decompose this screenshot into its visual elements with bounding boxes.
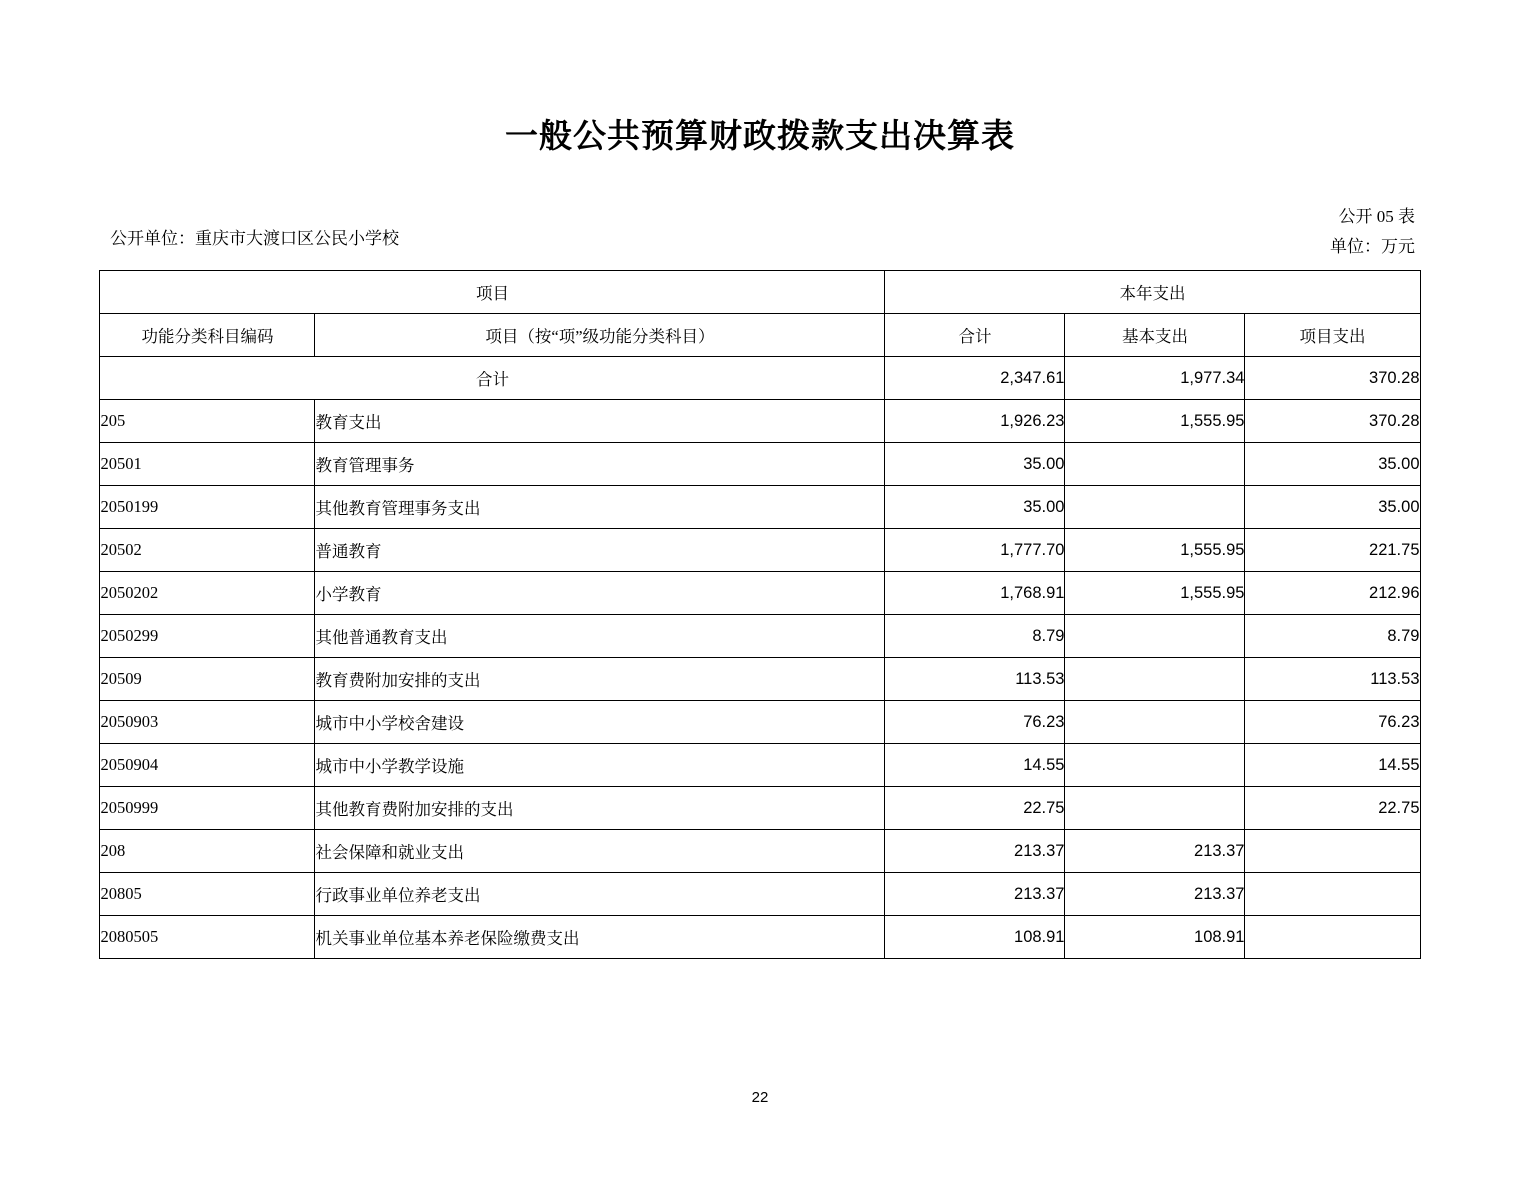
cell-total-amount: 35.00 [885,443,1065,486]
cell-total-amount: 8.79 [885,615,1065,658]
cell-project-amount: 370.28 [1245,357,1420,400]
form-number: 公开 05 表 [1338,207,1415,226]
cell-project-amount: 212.96 [1245,572,1420,615]
cell-project-amount: 35.00 [1245,443,1420,486]
cell-total-amount: 108.91 [885,916,1065,959]
cell-total-amount: 113.53 [885,658,1065,701]
cell-function-code: 2050299 [100,615,315,658]
cell-project-amount: 221.75 [1245,529,1420,572]
cell-item-name: 机关事业单位基本养老保险缴费支出 [315,916,885,959]
cell-total-amount: 1,777.70 [885,529,1065,572]
cell-basic-amount: 1,555.95 [1065,400,1245,443]
table-row [100,701,1420,744]
cell-project-amount: 35.00 [1245,486,1420,529]
cell-basic-amount [1065,744,1245,787]
cell-total-amount: 1,926.23 [885,400,1065,443]
table-row [100,357,1420,400]
cell-basic-amount: 1,555.95 [1065,529,1245,572]
cell-project-amount: 370.28 [1245,400,1420,443]
cell-item-name: 其他教育费附加安排的支出 [315,787,885,830]
table-row [100,658,1420,701]
cell-basic-amount: 108.91 [1065,916,1245,959]
table-row [100,572,1420,615]
cell-basic-amount [1065,615,1245,658]
cell-item-name: 其他教育管理事务支出 [315,486,885,529]
table-row [100,744,1420,787]
table-row [100,916,1420,959]
cell-item-name: 其他普通教育支出 [315,615,885,658]
cell-function-code: 2050903 [100,701,315,744]
cell-item-name: 行政事业单位养老支出 [315,873,885,916]
cell-item-name: 城市中小学校舍建设 [315,701,885,744]
cell-function-code: 2050202 [100,572,315,615]
page-title: 一般公共预算财政拨款支出决算表 [505,116,1015,155]
cell-item-name: 教育支出 [315,400,885,443]
table-row [100,443,1420,486]
amount-unit: 单位：万元 [1330,237,1415,256]
cell-item-name: 普通教育 [315,529,885,572]
cell-total-amount: 2,347.61 [885,357,1065,400]
cell-basic-amount [1065,443,1245,486]
table-body [100,357,1420,959]
column-header-name: 项目（按“项”级功能分类科目） [315,314,885,357]
cell-project-amount: 113.53 [1245,658,1420,701]
cell-project-amount [1245,830,1420,873]
cell-project-amount: 76.23 [1245,701,1420,744]
form-meta [1330,202,1415,262]
cell-function-code: 20501 [100,443,315,486]
cell-function-code: 2050199 [100,486,315,529]
document-meta [0,202,1520,260]
table-row [100,529,1420,572]
cell-total-label: 合计 [100,357,885,400]
cell-project-amount: 14.55 [1245,744,1420,787]
group-header-current-year: 本年支出 [885,271,1420,314]
cell-function-code: 20509 [100,658,315,701]
table-row [100,873,1420,916]
table-group-header-row [100,271,1420,314]
cell-basic-amount: 1,977.34 [1065,357,1245,400]
cell-basic-amount [1065,701,1245,744]
cell-total-amount: 213.37 [885,830,1065,873]
cell-total-amount: 213.37 [885,873,1065,916]
cell-item-name: 社会保障和就业支出 [315,830,885,873]
cell-project-amount: 22.75 [1245,787,1420,830]
cell-project-amount: 8.79 [1245,615,1420,658]
cell-function-code: 2050904 [100,744,315,787]
disclosure-unit-label: 公开单位：重庆市大渡口区公民小学校 [110,229,399,248]
cell-basic-amount [1065,658,1245,701]
cell-basic-amount [1065,486,1245,529]
cell-basic-amount: 213.37 [1065,873,1245,916]
cell-basic-amount: 1,555.95 [1065,572,1245,615]
cell-total-amount: 76.23 [885,701,1065,744]
cell-basic-amount: 213.37 [1065,830,1245,873]
column-header-basic: 基本支出 [1065,314,1245,357]
cell-function-code: 20805 [100,873,315,916]
column-header-project: 项目支出 [1245,314,1420,357]
cell-total-amount: 1,768.91 [885,572,1065,615]
cell-function-code: 205 [100,400,315,443]
cell-item-name: 小学教育 [315,572,885,615]
budget-expenditure-table [99,270,1420,959]
column-header-total: 合计 [885,314,1065,357]
cell-item-name: 教育费附加安排的支出 [315,658,885,701]
cell-total-amount: 22.75 [885,787,1065,830]
cell-function-code: 20502 [100,529,315,572]
cell-project-amount [1245,916,1420,959]
cell-basic-amount [1065,787,1245,830]
group-header-item: 项目 [100,271,885,314]
column-header-code: 功能分类科目编码 [100,314,315,357]
cell-function-code: 2050999 [100,787,315,830]
table-column-header-row [100,314,1420,357]
table-row [100,830,1420,873]
table-row [100,486,1420,529]
cell-total-amount: 35.00 [885,486,1065,529]
cell-project-amount [1245,873,1420,916]
page-number: 22 [751,1089,769,1106]
document-page [0,110,1520,1184]
table-row [100,400,1420,443]
table-row [100,615,1420,658]
table-row [100,787,1420,830]
cell-function-code: 208 [100,830,315,873]
cell-item-name: 城市中小学教学设施 [315,744,885,787]
cell-total-amount: 14.55 [885,744,1065,787]
cell-function-code: 2080505 [100,916,315,959]
cell-item-name: 教育管理事务 [315,443,885,486]
